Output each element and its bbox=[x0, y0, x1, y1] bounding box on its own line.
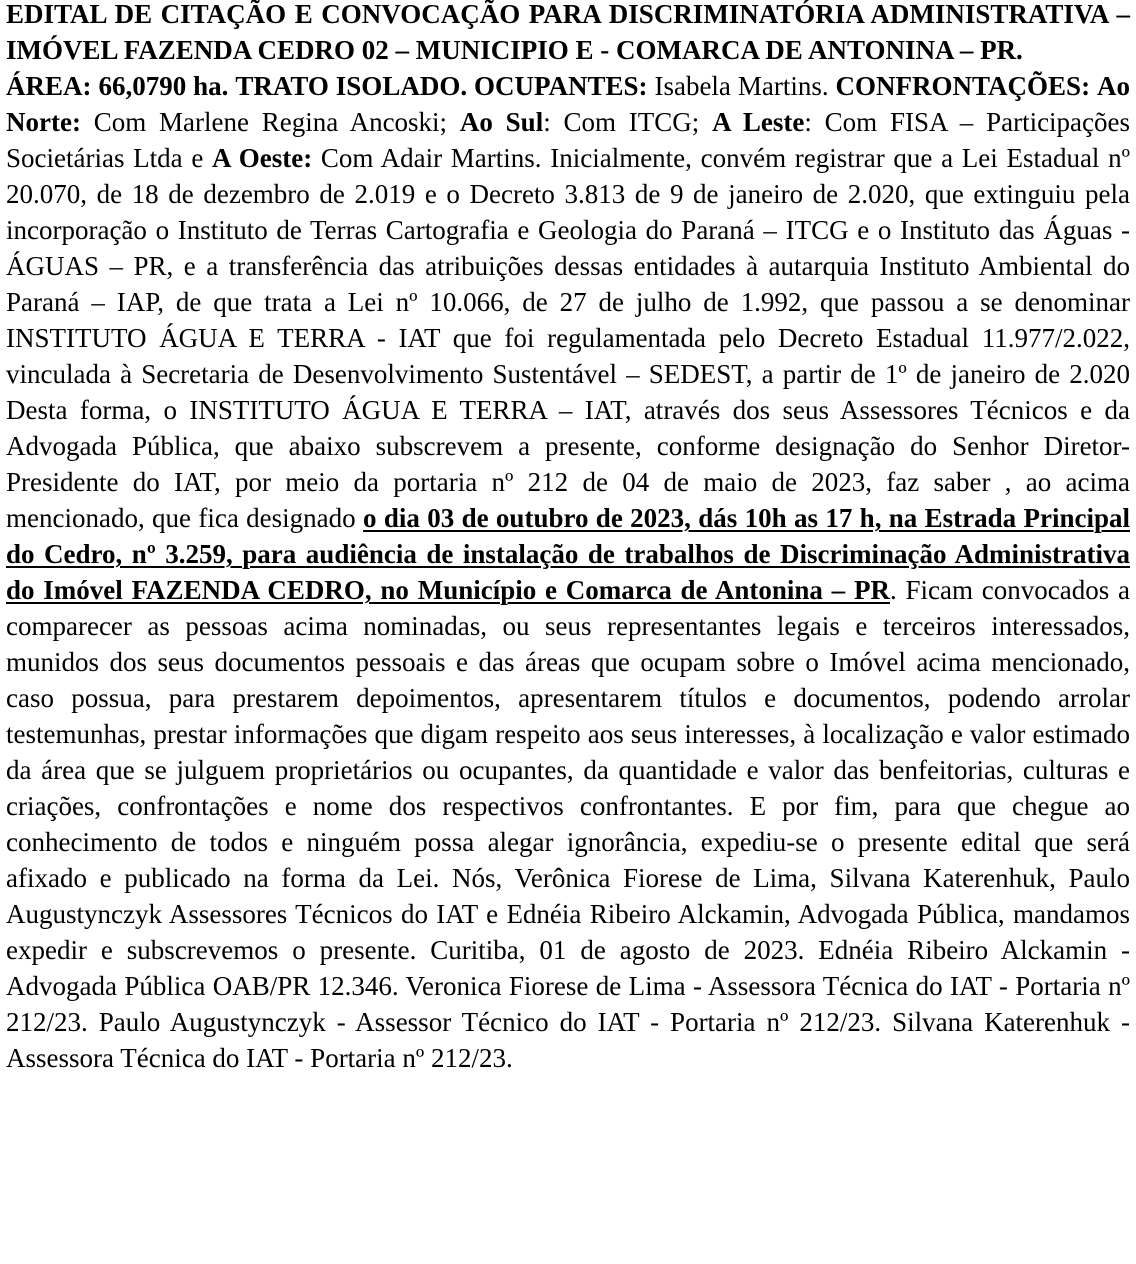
ocupantes-label: OCUPANTES: bbox=[474, 71, 648, 101]
norte-label: Ao Norte: bbox=[6, 71, 1130, 137]
sul-value: : Com ITCG; bbox=[543, 107, 700, 137]
oeste-label: A Oeste: bbox=[212, 143, 313, 173]
ocupantes-value: Isabela Martins. bbox=[654, 71, 829, 101]
leste-label: A Leste bbox=[712, 107, 805, 137]
closing-paragraph: . Ficam convocados a comparecer as pessoas acima nominadas, ou seus representantes legais e terceiros interessados, munidos dos seus documentos pessoais e das áreas que ocupam sobre o Imóvel acima mencionado, caso possua, para prestarem depoimentos, apresentarem títulos e documentos, podendo arrolar testemunhas, prestar informações que digam respeito aos seus interesses, à localização e valor estimado da área que se julguem proprietários ou ocupantes, da quantidade e valor das benfeitorias, culturas e criações, confrontações e nome dos respectivos confrontantes. E por fim, para que chegue ao conhecimento de todos e ninguém possa alegar ignorância, expediu-se o presente edital que será afixado e publicado na forma da Lei. Nós, Verônica Fiorese de Lima, Silvana Katerenhuk, Paulo Augustynczyk Assessores Técnicos do IAT e Ednéia Ribeiro Alckamin, Advogada Pública, mandamos expedir e subscrevemos o presente. Curitiba, 01 de agosto de 2023. Ednéia Ribeiro Alckamin - Advogada Pública OAB/PR 12.346. Veronica Fiorese de Lima - Assessora Técnica do IAT - Portaria nº 212/23. Paulo Augustynczyk - Assessor Técnico do IAT - Portaria nº 212/23. Silvana Katerenhuk - Assessora Técnica do IAT - Portaria nº 212/23. bbox=[6, 575, 1130, 1073]
trato-label: TRATO ISOLADO. bbox=[235, 71, 468, 101]
edital-title: EDITAL DE CITAÇÃO E CONVOCAÇÃO PARA DISCRIMINATÓRIA ADMINISTRATIVA – IMÓVEL FAZENDA CEDRO 02 – MUNICIPIO E - COMARCA DE ANTONINA – PR. bbox=[6, 0, 1130, 65]
leste-value: : Com FISA – Participações Societárias Ltda e bbox=[6, 107, 1131, 173]
confrontacoes-label: CONFRONTAÇÕES: bbox=[835, 71, 1091, 101]
edital-body bbox=[6, 68, 1130, 1076]
norte-value: Com Marlene Regina Ancoski; bbox=[93, 107, 448, 137]
intro-paragraph: Inicialmente, convém registrar que a Lei Estadual nº 20.070, de 18 de dezembro de 2.019 e o Decreto 3.813 de 9 de janeiro de 2.020, que extinguiu pela incorporação o Instituto de Terras Cartografia e Geologia do Paraná – ITCG e o Instituto das Águas - ÁGUAS – PR, e a transferência das atribuições dessas entidades à autarquia Instituto Ambiental do Paraná – IAP, de que trata a Lei nº 10.066, de 27 de julho de 1.992, que passou a se denominar INSTITUTO ÁGUA E TERRA - IAT que foi regulamentada pelo Decreto Estadual 11.977/2.022, vinculada à Secretaria de Desenvolvimento Sustentável – SEDEST, a partir de 1º de janeiro de 2.020 Desta forma, o INSTITUTO ÁGUA E TERRA – IAT, através dos seus Assessores Técnicos e da Advogada Pública, que abaixo subscrevem a presente, conforme designação do Senhor Diretor-Presidente do IAT, por meio da portaria nº 212 de 04 de maio de 2023, faz saber , ao acima mencionado, que fica designado bbox=[6, 143, 1131, 533]
oeste-value: Com Adair Martins. bbox=[320, 143, 542, 173]
area-value: 66,0790 ha. bbox=[98, 71, 229, 101]
sul-label: Ao Sul bbox=[459, 107, 544, 137]
audiencia-highlight: o dia 03 de outubro de 2023, dás 10h as 17 h, na Estrada Principal do Cedro, nº 3.259, para audiência de instalação de trabalhos de Discriminação Administrativa do Imóvel FAZENDA CEDRO, no Município e Comarca de Antonina – PR bbox=[6, 503, 1131, 605]
area-label: ÁREA: bbox=[6, 71, 92, 101]
